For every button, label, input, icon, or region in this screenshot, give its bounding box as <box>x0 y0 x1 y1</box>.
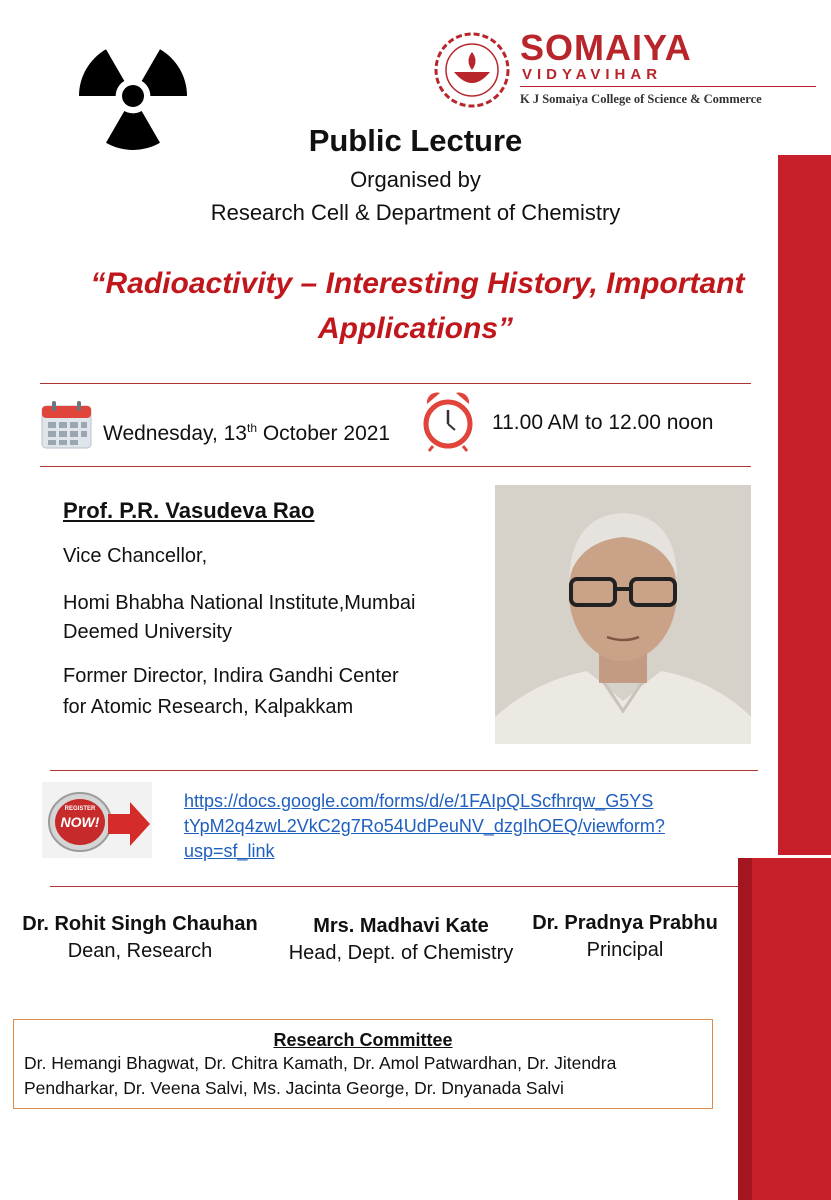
divider <box>50 770 758 771</box>
speaker-institute: Homi Bhabha National Institute,Mumbai <box>63 592 416 614</box>
registration-link-line2[interactable]: tYpM2q4zwL2VkC2g7Ro54UdPeuNV_dzgIhOEQ/viewform? <box>184 816 665 836</box>
logo-brand: SOMAIYA <box>520 27 692 68</box>
somaiya-seal-icon <box>430 28 514 112</box>
signatory-role: Head, Dept. of Chemistry <box>288 942 514 964</box>
signatory-principal <box>522 912 728 962</box>
speaker-former-institute: for Atomic Research, Kalpakkam <box>63 696 354 718</box>
organised-by: Organised by <box>350 167 481 192</box>
divider <box>40 466 751 467</box>
logo-college: K J Somaiya College of Science & Commerce <box>520 92 762 106</box>
side-bar-shade <box>738 858 752 1200</box>
signatory-name: Dr. Rohit Singh Chauhan <box>22 913 258 935</box>
register-badge-main: NOW! <box>60 814 100 830</box>
event-month-year: October 2021 <box>257 422 391 445</box>
event-day: Wednesday, 13 <box>103 422 247 445</box>
speaker-role: Vice Chancellor, <box>63 545 208 567</box>
speaker-photo <box>495 485 751 744</box>
register-badge-top: REGISTER <box>64 806 96 812</box>
register-now-button[interactable] <box>42 782 152 858</box>
speaker-institute-type: Deemed University <box>63 621 232 643</box>
lecture-topic-line2: Applications” <box>317 312 513 345</box>
signatory-role: Principal <box>586 939 664 961</box>
committee-members-line1: Dr. Hemangi Bhagwat, Dr. Chitra Kamath, Dr. Amol Patwardhan, Dr. Jitendra <box>24 1053 617 1073</box>
speaker-name: Prof. P.R. Vasudeva Rao <box>63 498 315 523</box>
divider <box>40 383 751 384</box>
research-committee-box <box>13 1019 713 1109</box>
committee-members-line2: Pendharkar, Dr. Veena Salvi, Ms. Jacinta George, Dr. Dnyanada Salvi <box>24 1078 564 1098</box>
signatory-name: Dr. Pradnya Prabhu <box>532 912 718 934</box>
page-title: Public Lecture <box>308 123 523 158</box>
event-date <box>103 414 390 448</box>
divider <box>50 886 738 887</box>
side-bar-red-top <box>778 155 831 855</box>
somaiya-logo <box>430 28 825 120</box>
registration-link[interactable] <box>184 789 665 864</box>
event-day-suffix: th <box>247 421 258 435</box>
calendar-icon <box>40 400 93 450</box>
registration-link-line3[interactable]: usp=sf_link <box>184 841 275 861</box>
lecture-topic-line1: “Radioactivity – Interesting History, Important <box>90 267 745 300</box>
signatory-name: Mrs. Madhavi Kate <box>313 915 489 937</box>
event-time: 11.00 AM to 12.00 noon <box>492 411 714 434</box>
signatory-hod <box>270 915 532 965</box>
logo-sub: VIDYAVIHAR <box>522 66 663 83</box>
logo-divider <box>520 86 816 87</box>
signatory-role: Dean, Research <box>67 940 213 962</box>
organiser: Research Cell & Department of Chemistry <box>210 200 621 225</box>
signatory-dean <box>10 913 270 963</box>
registration-link-line1[interactable]: https://docs.google.com/forms/d/e/1FAIpQLScfhrqw_G5YS <box>184 791 654 811</box>
committee-heading: Research Committee <box>273 1030 453 1050</box>
alarm-clock-icon <box>421 388 475 452</box>
speaker-former-role: Former Director, Indira Gandhi Center <box>63 665 399 687</box>
